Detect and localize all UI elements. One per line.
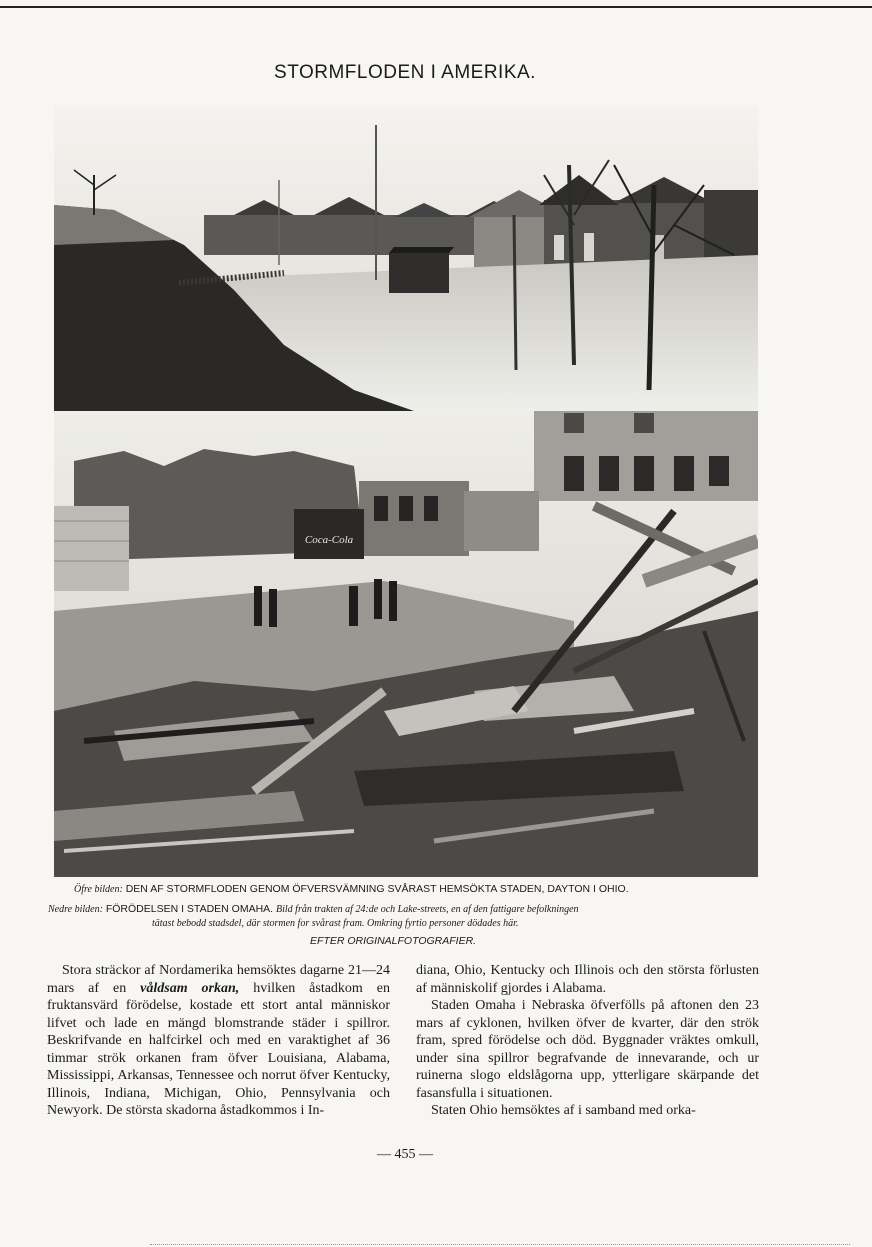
article-paragraph: Staden Omaha i Nebraska öfverfölls på aftonen den 23 mars af cyklonen, hvilken öfver de kvarter, där den strök fram, spred förödelse och död. Byggnader vräktes omkull, under sina spillror begrafvande de innevarande, och ur ruinerna slogo eldslågorna upp, ytterligare skärpande det fasansfulla i situationen. (416, 998, 759, 1101)
article-text: Stora sträckor af Nordamerika hemsöktes dagarne 21—24 mars af en (47, 963, 390, 996)
caption-lower-label: Nedre bilden: (48, 904, 103, 915)
flood-photo-drawing (54, 105, 758, 411)
photo-credit: EFTER ORIGINALFOTOGRAFIER. (310, 935, 477, 947)
caption-lower-continued (152, 917, 518, 929)
caption-lower-detail-2: tätast bebodd stadsdel, där stormen for svårast fram. Omkring fyrtio personer dödades här. (152, 918, 519, 929)
top-rule (0, 6, 872, 8)
article-paragraph (47, 962, 390, 1120)
coca-cola-sign: Coca-Cola (304, 534, 354, 546)
caption-lower-text: FÖRÖDELSEN I STADEN OMAHA. (105, 903, 274, 915)
page-number: — 455 — (377, 1147, 433, 1162)
ruins-photo-drawing (54, 411, 758, 877)
caption-upper-label: Öfre bilden: (74, 884, 123, 895)
page-title: STORMFLODEN I AMERIKA. (274, 62, 536, 83)
caption-lower-detail-1: Bild från trakten af 24:de och Lake-streets, en af den fattigare befolkningen (276, 904, 579, 915)
flood-photo (54, 105, 758, 411)
article-text: hvilken åstadkom en fruktansvärd förödelse, kostade ett stort antal människor lifvet och lade en mängd blomstrande städer i spillror. Beskrifvande en halfcirkel och med en varaktighet af 36 timmar strök orkanen fram öfver Louisiana, Alabama, Mississippi, Arkansas, Tennessee och norrut öfver Kentucky, Illinois, Indiana, Michigan, Ohio, Pennsylvania och Newyork. De största skadorna åstadkommos i In- (47, 980, 390, 1118)
article-paragraph: diana, Ohio, Kentucky och Illinois och den största förlusten af människolif gjordes i Alabama. (416, 963, 759, 996)
ruins-photo (54, 411, 758, 877)
caption-upper (74, 883, 629, 895)
bottom-dotted-rule (150, 1244, 850, 1245)
caption-lower (48, 903, 579, 915)
article-emphasis: våldsam orkan, (140, 980, 240, 996)
caption-upper-text: DEN AF STORMFLODEN GENOM ÖFVERSVÄMNING SVÅRAST HEMSÖKTA STADEN, DAYTON I OHIO. (125, 883, 629, 895)
article-column-left (47, 962, 390, 1120)
article-column-right (416, 962, 759, 1120)
article-paragraph: Staten Ohio hemsöktes af i samband med orka- (431, 1103, 696, 1118)
